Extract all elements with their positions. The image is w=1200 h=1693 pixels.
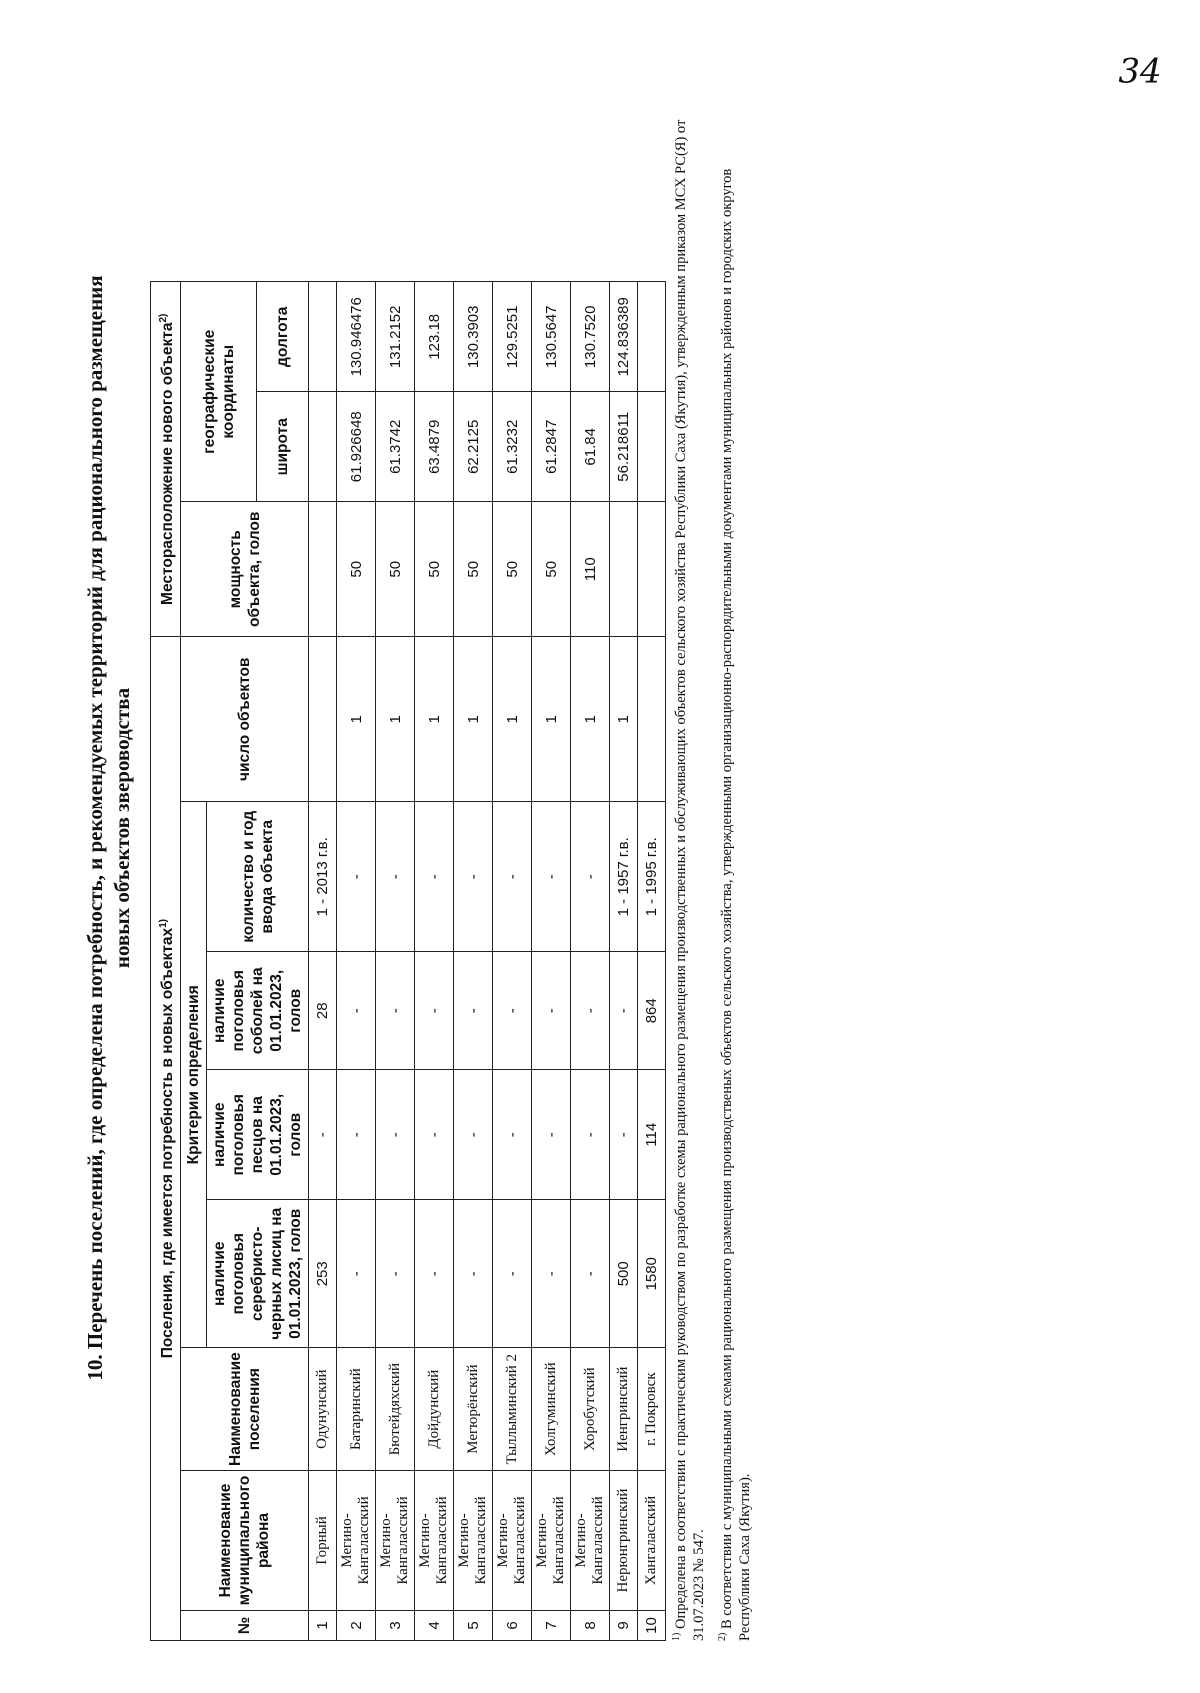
cell-latitude: 63.4879 <box>415 392 454 502</box>
cell-longitude: 130.5647 <box>532 282 571 392</box>
cell-latitude: 62.2125 <box>454 392 493 502</box>
cell-settlement: Батаринский <box>337 1348 376 1471</box>
cell-arctic-foxes: - <box>415 1070 454 1200</box>
cell-count: 1 <box>493 637 532 802</box>
cell-longitude <box>638 282 666 392</box>
cell-latitude: 61.3232 <box>493 392 532 502</box>
cell-foxes: 253 <box>309 1200 337 1348</box>
cell-district: Хангаласский <box>638 1471 666 1611</box>
cell-foxes: - <box>493 1200 532 1348</box>
header-settlement: Наименование поселения <box>181 1348 309 1471</box>
header-geo: географические координаты <box>181 282 257 502</box>
cell-num: 6 <box>493 1611 532 1641</box>
document-title <box>82 113 136 1543</box>
header-foxes: наличие поголовья серебристо-черных лисиц на 01.01.2023, голов <box>207 1200 309 1348</box>
cell-arctic-foxes: - <box>610 1070 638 1200</box>
header-location-group: Месторасположение нового объекта$^{2)}$ <box>151 282 181 637</box>
cell-num: 2 <box>337 1611 376 1641</box>
cell-longitude: 130.3903 <box>454 282 493 392</box>
header-longitude: долгота <box>257 282 309 392</box>
header-objects-year: количество и год ввода объекта <box>207 802 309 952</box>
cell-settlement: Хоробутский <box>571 1348 610 1471</box>
cell-settlement: Иенгринский <box>610 1348 638 1471</box>
cell-objects-year: - <box>376 802 415 952</box>
cell-num: 7 <box>532 1611 571 1641</box>
header-count: число объектов <box>181 637 309 802</box>
cell-settlement: Одунунский <box>309 1348 337 1471</box>
cell-foxes: - <box>337 1200 376 1348</box>
cell-capacity: 50 <box>454 502 493 637</box>
cell-foxes: - <box>376 1200 415 1348</box>
cell-sables: 28 <box>309 952 337 1070</box>
cell-count: 1 <box>532 637 571 802</box>
cell-arctic-foxes: - <box>532 1070 571 1200</box>
cell-objects-year: - <box>415 802 454 952</box>
cell-longitude: 130.7520 <box>571 282 610 392</box>
cell-latitude: 61.926648 <box>337 392 376 502</box>
cell-sables: - <box>337 952 376 1070</box>
table-row <box>309 282 337 1641</box>
cell-longitude: 131.2152 <box>376 282 415 392</box>
cell-arctic-foxes: - <box>493 1070 532 1200</box>
header-num: № <box>181 1611 309 1641</box>
cell-district: Мегино-Кангаласский <box>376 1471 415 1611</box>
cell-num: 1 <box>309 1611 337 1641</box>
cell-objects-year: - <box>454 802 493 952</box>
cell-arctic-foxes: - <box>376 1070 415 1200</box>
cell-district: Мегино-Кангаласский <box>337 1471 376 1611</box>
cell-objects-year: - <box>532 802 571 952</box>
cell-count: 1 <box>376 637 415 802</box>
cell-foxes: - <box>415 1200 454 1348</box>
cell-objects-year: 1 - 1957 г.в. <box>610 802 638 952</box>
cell-count: 1 <box>415 637 454 802</box>
header-criteria: Критерии определения <box>181 802 207 1348</box>
cell-settlement: г. Покровск <box>638 1348 666 1471</box>
cell-count <box>638 637 666 802</box>
cell-foxes: 500 <box>610 1200 638 1348</box>
cell-arctic-foxes: - <box>337 1070 376 1200</box>
cell-foxes: - <box>532 1200 571 1348</box>
cell-capacity: 50 <box>337 502 376 637</box>
cell-capacity: 50 <box>532 502 571 637</box>
cell-sables: - <box>415 952 454 1070</box>
title-line-2: новых объектов звероводства <box>110 687 134 969</box>
footnotes <box>668 111 760 1641</box>
cell-sables: - <box>610 952 638 1070</box>
cell-settlement: Бютейдяхский <box>376 1348 415 1471</box>
cell-settlement: Дойдунский <box>415 1348 454 1471</box>
cell-latitude: 61.3742 <box>376 392 415 502</box>
cell-count: 1 <box>454 637 493 802</box>
cell-count <box>309 637 337 802</box>
cell-objects-year: - <box>337 802 376 952</box>
cell-arctic-foxes: - <box>571 1070 610 1200</box>
cell-longitude <box>309 282 337 392</box>
header-district: Наименование муниципального района <box>181 1471 309 1611</box>
cell-sables: 864 <box>638 952 666 1070</box>
cell-district: Мегино-Кангаласский <box>454 1471 493 1611</box>
table-row <box>415 282 454 1641</box>
settlements-table <box>150 281 666 1641</box>
table-row <box>638 282 666 1641</box>
table-row <box>532 282 571 1641</box>
cell-num: 10 <box>638 1611 666 1641</box>
header-latitude: широта <box>257 392 309 502</box>
cell-objects-year: - <box>571 802 610 952</box>
footnote-2: $^{2)}$ В соответствии с муниципальными схемами рационального размещения производственых объектов сельского хозяйства, утвержденными организационно-распорядительными документами муниципальных районов и городских округов Республики Саха (Якутия). <box>716 168 753 1641</box>
cell-longitude: 124.836389 <box>610 282 638 392</box>
cell-foxes: 1580 <box>638 1200 666 1348</box>
cell-objects-year: 1 - 2013 г.в. <box>309 802 337 952</box>
table-row <box>571 282 610 1641</box>
cell-capacity: 50 <box>415 502 454 637</box>
cell-capacity <box>610 502 638 637</box>
header-sables: наличие поголовья соболей на 01.01.2023, голов <box>207 952 309 1070</box>
cell-district: Мегино-Кангаласский <box>415 1471 454 1611</box>
cell-capacity <box>309 502 337 637</box>
cell-count: 1 <box>337 637 376 802</box>
cell-num: 3 <box>376 1611 415 1641</box>
cell-sables: - <box>376 952 415 1070</box>
cell-arctic-foxes: - <box>454 1070 493 1200</box>
cell-count: 1 <box>610 637 638 802</box>
footnote-1: $^{1)}$ Определена в соответствии с практическим руководством по разработке схемы рационального размещения производственных и обслуживающих объектов сельского хозяйства Республики Саха (Якутия), утвержденным приказом МСХ РС(Я) от 31.07.2023 № 547. <box>671 119 707 1641</box>
cell-capacity: 110 <box>571 502 610 637</box>
cell-objects-year: - <box>493 802 532 952</box>
table-row <box>493 282 532 1641</box>
cell-district: Мегино-Кангаласский <box>571 1471 610 1611</box>
table-row <box>610 282 638 1641</box>
cell-num: 4 <box>415 1611 454 1641</box>
cell-district: Мегино-Кангаласский <box>493 1471 532 1611</box>
header-settlements-group: Поселения, где имеется потребность в новых объектах$^{1)}$ <box>151 637 181 1641</box>
table-row <box>376 282 415 1641</box>
cell-settlement: Холгуминский <box>532 1348 571 1471</box>
cell-settlement: Мегюрёнский <box>454 1348 493 1471</box>
cell-district: Горный <box>309 1471 337 1611</box>
cell-num: 5 <box>454 1611 493 1641</box>
table-row <box>454 282 493 1641</box>
cell-sables: - <box>454 952 493 1070</box>
cell-latitude: 61.84 <box>571 392 610 502</box>
cell-longitude: 129.5251 <box>493 282 532 392</box>
cell-sables: - <box>532 952 571 1070</box>
cell-latitude: 61.2847 <box>532 392 571 502</box>
cell-district: Нерюнгринский <box>610 1471 638 1611</box>
cell-capacity: 50 <box>493 502 532 637</box>
title-line-1: 10. Перечень поселений, где определена потребность, и рекомендуемых территорий для рационального размещения <box>83 275 107 1381</box>
cell-longitude: 123.18 <box>415 282 454 392</box>
cell-latitude: 56.218611 <box>610 392 638 502</box>
cell-foxes: - <box>454 1200 493 1348</box>
cell-count: 1 <box>571 637 610 802</box>
header-arctic-foxes: наличие поголовья песцов на 01.01.2023, голов <box>207 1070 309 1200</box>
cell-longitude: 130.946476 <box>337 282 376 392</box>
cell-sables: - <box>493 952 532 1070</box>
cell-district: Мегино-Кангаласский <box>532 1471 571 1611</box>
cell-settlement: Тыллыминский 2 <box>493 1348 532 1471</box>
cell-arctic-foxes: - <box>309 1070 337 1200</box>
cell-latitude <box>638 392 666 502</box>
cell-capacity: 50 <box>376 502 415 637</box>
cell-objects-year: 1 - 1995 г.в. <box>638 802 666 952</box>
cell-sables: - <box>571 952 610 1070</box>
table-row <box>337 282 376 1641</box>
cell-capacity <box>638 502 666 637</box>
header-capacity: мощность объекта, голов <box>181 502 309 637</box>
cell-latitude <box>309 392 337 502</box>
cell-num: 9 <box>610 1611 638 1641</box>
cell-arctic-foxes: 114 <box>638 1070 666 1200</box>
cell-foxes: - <box>571 1200 610 1348</box>
cell-num: 8 <box>571 1611 610 1641</box>
page-number: 34 <box>1118 51 1162 92</box>
